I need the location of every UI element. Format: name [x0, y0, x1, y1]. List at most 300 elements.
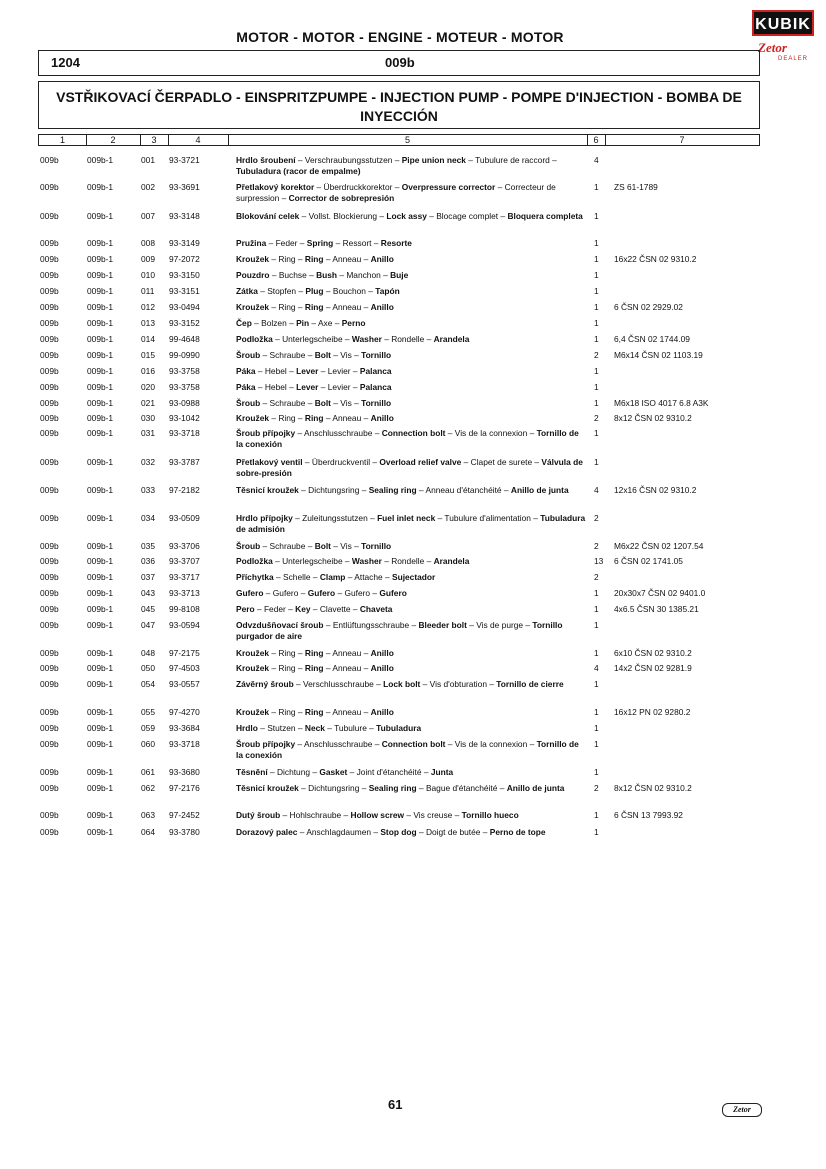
part-number-cell: 93-3684 [169, 723, 200, 733]
group-cell: 009b [40, 350, 59, 360]
description-en: Gasket [319, 767, 348, 777]
subgroup-cell: 009b-1 [87, 318, 114, 328]
quantity-cell: 1 [594, 366, 599, 376]
part-number-cell: 93-3780 [169, 827, 200, 837]
part-number-cell: 93-3151 [169, 286, 200, 296]
description-de: Feder [263, 604, 286, 614]
description-de: Schraube [269, 398, 306, 408]
description-cz: Šroub přípojky [236, 428, 296, 438]
page-number: 61 [388, 1097, 403, 1112]
description-fr: Attache [354, 572, 383, 582]
description-fr: Tubulure de raccord [475, 155, 550, 165]
description-es: Gufero [379, 588, 407, 598]
description-es: Tubuladura de admisión [236, 513, 586, 534]
group-cell: 009b [40, 810, 59, 820]
description-cz: Kroužek [236, 648, 270, 658]
description-cz: Šroub [236, 350, 261, 360]
description-es: Perno de tope [489, 827, 546, 837]
part-number-cell: 97-2176 [169, 783, 200, 793]
description-cz: Šroub [236, 541, 261, 551]
note-cell: 12x16 ČSN 02 9310.2 [614, 485, 697, 495]
description-cz: Šroub přípojky [236, 739, 296, 749]
description-cell: Šroub – Schraube – Bolt – Vis – Tornillo [236, 541, 392, 551]
note-cell: 6 ČSN 13 7993.92 [614, 810, 683, 820]
description-en: Bolt [314, 398, 331, 408]
subgroup-cell: 009b-1 [87, 620, 114, 630]
subgroup-cell: 009b-1 [87, 556, 114, 566]
part-number-cell: 93-3152 [169, 318, 200, 328]
description-en: Stop dog [380, 827, 417, 837]
position-cell: 032 [141, 457, 155, 467]
note-cell: M6x14 ČSN 02 1103.19 [614, 350, 703, 360]
description-cell: Páka – Hebel – Lever – Levier – Palanca [236, 366, 392, 376]
position-cell: 012 [141, 302, 155, 312]
description-en: Lever [296, 366, 319, 376]
position-cell: 016 [141, 366, 155, 376]
description-de: Stopfen [267, 286, 297, 296]
subgroup-cell: 009b-1 [87, 679, 114, 689]
part-number-cell: 97-2175 [169, 648, 200, 658]
column-header-5: 5 [228, 135, 588, 145]
quantity-cell: 1 [594, 334, 599, 344]
description-de: Anschlusschraube [303, 428, 373, 438]
description-de: Verschlusschraube [303, 679, 374, 689]
description-de: Schraube [269, 350, 306, 360]
description-en: Plug [305, 286, 324, 296]
position-cell: 034 [141, 513, 155, 523]
description-fr: Axe [317, 318, 333, 328]
part-number-cell: 93-0557 [169, 679, 200, 689]
description-cz: Pouzdro [236, 270, 270, 280]
quantity-cell: 1 [594, 588, 599, 598]
description-fr: Levier [327, 382, 351, 392]
quantity-cell: 4 [594, 663, 599, 673]
subgroup-cell: 009b-1 [87, 428, 114, 438]
description-cz: Kroužek [236, 663, 270, 673]
description-es: Tubuladura [376, 723, 422, 733]
position-cell: 064 [141, 827, 155, 837]
description-de: Anschlusschraube [303, 739, 373, 749]
description-es: Anillo [370, 648, 394, 658]
description-de: Ring [278, 413, 296, 423]
description-fr: Anneau [332, 648, 362, 658]
description-de: Feder [275, 238, 298, 248]
description-cell: Šroub – Schraube – Bolt – Vis – Tornillo [236, 398, 392, 408]
quantity-cell: 2 [594, 541, 599, 551]
description-fr: Levier [327, 366, 351, 376]
part-number-cell: 93-3787 [169, 457, 200, 467]
group-cell: 009b [40, 541, 59, 551]
group-cell: 009b [40, 513, 59, 523]
part-number-cell: 93-3149 [169, 238, 200, 248]
description-de: Verschraubungsstutzen [304, 155, 393, 165]
description-de: Ring [278, 663, 296, 673]
description-cz: Hrdlo šroubení [236, 155, 296, 165]
description-de: Überdruckventil [311, 457, 371, 467]
description-fr: Vis [340, 350, 352, 360]
subgroup-cell: 009b-1 [87, 513, 114, 523]
description-en: Ring [304, 648, 324, 658]
description-cz: Přetlakový ventil [236, 457, 303, 467]
description-fr: Rondelle [391, 556, 425, 566]
quantity-cell: 1 [594, 302, 599, 312]
description-de: Dichtungsring [308, 485, 360, 495]
description-fr: Vis de purge [476, 620, 524, 630]
description-cell: Páka – Hebel – Lever – Levier – Palanca [236, 382, 392, 392]
quantity-cell: 2 [594, 783, 599, 793]
description-cz: Pero [236, 604, 255, 614]
description-cz: Těsnění [236, 767, 268, 777]
description-es: Anillo [370, 663, 394, 673]
description-cell: Šroub přípojky – Anschlusschraube – Connection bolt – Vis de la connexion – Tornillo de la conexión [236, 428, 579, 449]
description-en: Bleeder bolt [418, 620, 467, 630]
description-de: Vollst. Blockierung [308, 211, 378, 221]
description-cell: Kroužek – Ring – Ring – Anneau – Anillo [236, 302, 394, 312]
group-cell: 009b [40, 398, 59, 408]
description-de: Dichtungsring [308, 783, 360, 793]
description-es: Tornillo de la conexión [236, 739, 579, 760]
description-cz: Těsnicí kroužek [236, 783, 299, 793]
description-cell: Kroužek – Ring – Ring – Anneau – Anillo [236, 707, 394, 717]
description-cz: Páka [236, 366, 256, 376]
description-fr: Clapet de surete [470, 457, 533, 467]
position-cell: 060 [141, 739, 155, 749]
group-cell: 009b [40, 366, 59, 376]
description-en: Overload relief valve [379, 457, 462, 467]
description-cell: Hrdlo přípojky – Zuleitungsstutzen – Fuel inlet neck – Tubulure d'alimentation – Tubuladura de admisión [236, 513, 586, 534]
description-cell: Přetlakový ventil – Überdruckventil – Overload relief valve – Clapet de surete – Válvula de sobre-presión [236, 457, 583, 478]
subgroup-cell: 009b-1 [87, 366, 114, 376]
subgroup-cell: 009b-1 [87, 663, 114, 673]
note-cell: ZS 61-1789 [614, 182, 658, 192]
description-es: Arandela [433, 334, 470, 344]
description-en: Gufero [307, 588, 336, 598]
description-cz: Příchytka [236, 572, 274, 582]
column-header-3: 3 [140, 135, 169, 145]
group-cell: 009b [40, 827, 59, 837]
group-cell: 009b [40, 211, 59, 221]
description-cell: Čep – Bolzen – Pin – Axe – Perno [236, 318, 366, 328]
description-de: Ring [278, 302, 296, 312]
description-fr: Tubulure [334, 723, 367, 733]
subgroup-cell: 009b-1 [87, 382, 114, 392]
position-cell: 048 [141, 648, 155, 658]
group-cell: 009b [40, 620, 59, 630]
subgroup-cell: 009b-1 [87, 286, 114, 296]
description-de: Ring [278, 707, 296, 717]
group-cell: 009b [40, 556, 59, 566]
position-cell: 009 [141, 254, 155, 264]
description-es: Tubuladura (racor de empalme) [236, 166, 361, 176]
description-cell: Těsnicí kroužek – Dichtungsring – Sealing ring – Anneau d'étanchéité – Anillo de junta [236, 485, 569, 495]
position-cell: 010 [141, 270, 155, 280]
note-cell: 6 ČSN 02 2929.02 [614, 302, 683, 312]
description-en: Lock bolt [383, 679, 421, 689]
description-fr: Manchon [346, 270, 381, 280]
description-cell: Hrdlo – Stutzen – Neck – Tubulure – Tubuladura [236, 723, 422, 733]
quantity-cell: 1 [594, 286, 599, 296]
description-es: Anillo [370, 302, 394, 312]
description-de: Ring [278, 648, 296, 658]
note-cell: 4x6.5 ČSN 30 1385.21 [614, 604, 699, 614]
part-number-cell: 97-2072 [169, 254, 200, 264]
group-cell: 009b [40, 318, 59, 328]
group-cell: 009b [40, 648, 59, 658]
note-cell: M6x18 ISO 4017 6.8 A3K [614, 398, 709, 408]
position-cell: 061 [141, 767, 155, 777]
description-fr: Vis [340, 398, 352, 408]
description-cell: Kroužek – Ring – Ring – Anneau – Anillo [236, 648, 394, 658]
part-number-cell: 93-3717 [169, 572, 200, 582]
description-fr: Bouchon [332, 286, 366, 296]
quantity-cell: 1 [594, 707, 599, 717]
description-en: Bush [316, 270, 337, 280]
description-es: Palanca [359, 382, 392, 392]
group-cell: 009b [40, 413, 59, 423]
description-de: Entlüftungsschraube [332, 620, 410, 630]
group-cell: 009b [40, 604, 59, 614]
position-cell: 008 [141, 238, 155, 248]
subgroup-cell: 009b-1 [87, 739, 114, 749]
position-cell: 014 [141, 334, 155, 344]
description-de: Gufero [272, 588, 299, 598]
column-header-2: 2 [86, 135, 141, 145]
description-en: Overpressure corrector [401, 182, 496, 192]
description-fr: Bague d'étanchéité [425, 783, 498, 793]
quantity-cell: 2 [594, 513, 599, 523]
quantity-cell: 1 [594, 211, 599, 221]
subgroup-cell: 009b-1 [87, 254, 114, 264]
description-cell: Kroužek – Ring – Ring – Anneau – Anillo [236, 413, 394, 423]
group-code: 009b [385, 55, 415, 70]
group-cell: 009b [40, 679, 59, 689]
subgroup-cell: 009b-1 [87, 783, 114, 793]
subgroup-cell: 009b-1 [87, 572, 114, 582]
quantity-cell: 1 [594, 238, 599, 248]
subgroup-cell: 009b-1 [87, 334, 114, 344]
description-fr: Anneau d'étanchéité [425, 485, 502, 495]
description-en: Pin [296, 318, 310, 328]
subgroup-cell: 009b-1 [87, 270, 114, 280]
position-cell: 062 [141, 783, 155, 793]
note-cell: 20x30x7 ČSN 02 9401.0 [614, 588, 706, 598]
part-number-cell: 93-0494 [169, 302, 200, 312]
part-number-cell: 93-0594 [169, 620, 200, 630]
description-en: Ring [304, 302, 324, 312]
description-de: Hebel [264, 382, 287, 392]
description-de: Hebel [264, 366, 287, 376]
subgroup-cell: 009b-1 [87, 413, 114, 423]
description-de: Ring [278, 254, 296, 264]
column-header-1: 1 [39, 135, 87, 145]
section-heading: VSTŘIKOVACÍ ČERPADLO - EINSPRITZPUMPE - INJECTION PUMP - POMPE D'INJECTION - BOMBA DE INYECCIÓN [38, 81, 760, 129]
quantity-cell: 1 [594, 648, 599, 658]
description-en: Fuel inlet neck [377, 513, 436, 523]
subgroup-cell: 009b-1 [87, 155, 114, 165]
subgroup-cell: 009b-1 [87, 588, 114, 598]
column-header-row [38, 134, 760, 146]
description-es: Buje [390, 270, 409, 280]
position-cell: 020 [141, 382, 155, 392]
description-fr: Vis de la connexion [454, 428, 528, 438]
description-de: Stutzen [267, 723, 296, 733]
position-cell: 055 [141, 707, 155, 717]
quantity-cell: 1 [594, 254, 599, 264]
part-number-cell: 93-3718 [169, 428, 200, 438]
description-es: Tornillo purgador de aire [236, 620, 563, 641]
description-fr: Tubulure d'alimentation [444, 513, 531, 523]
description-cz: Čep [236, 318, 252, 328]
description-es: Tornillo de la conexión [236, 428, 579, 449]
part-number-cell: 93-3721 [169, 155, 200, 165]
group-cell: 009b [40, 302, 59, 312]
group-cell: 009b [40, 783, 59, 793]
position-cell: 050 [141, 663, 155, 673]
part-number-cell: 93-3148 [169, 211, 200, 221]
description-cz: Blokování celek [236, 211, 300, 221]
zetor-logo-text: Zetor [758, 40, 787, 55]
description-fr: Vis de la connexion [454, 739, 528, 749]
description-es: Anillo [370, 413, 394, 423]
description-cell: Přetlakový korektor – Überdruckkorektor – Overpressure corrector – Correcteur de surpression – Corrector de sobrepresión [236, 182, 556, 203]
quantity-cell: 1 [594, 398, 599, 408]
column-header-4: 4 [168, 135, 229, 145]
quantity-cell: 1 [594, 620, 599, 630]
part-number-cell: 97-4503 [169, 663, 200, 673]
description-es: Bloquera completa [507, 211, 583, 221]
description-fr: Anneau [332, 413, 362, 423]
description-fr: Clavette [319, 604, 351, 614]
description-de: Buchse [278, 270, 307, 280]
description-de: Zuleitungsstutzen [302, 513, 368, 523]
description-cell: Šroub – Schraube – Bolt – Vis – Tornillo [236, 350, 392, 360]
subgroup-cell: 009b-1 [87, 238, 114, 248]
quantity-cell: 2 [594, 413, 599, 423]
group-cell: 009b [40, 572, 59, 582]
description-de: Hohlschraube [289, 810, 342, 820]
description-cell: Kroužek – Ring – Ring – Anneau – Anillo [236, 254, 394, 264]
description-cell: Těsnicí kroužek – Dichtungsring – Sealing ring – Bague d'étanchéité – Anillo de junta [236, 783, 565, 793]
position-cell: 002 [141, 182, 155, 192]
group-cell: 009b [40, 767, 59, 777]
description-en: Lock assy [386, 211, 427, 221]
position-cell: 045 [141, 604, 155, 614]
description-cell: Podložka – Unterlegscheibe – Washer – Rondelle – Arandela [236, 334, 470, 344]
quantity-cell: 2 [594, 350, 599, 360]
column-header-6: 6 [587, 135, 606, 145]
description-es: Tornillo hueco [461, 810, 519, 820]
subgroup-cell: 009b-1 [87, 723, 114, 733]
description-fr: Vis [340, 541, 352, 551]
quantity-cell: 1 [594, 182, 599, 192]
subgroup-cell: 009b-1 [87, 350, 114, 360]
description-es: Anillo [370, 254, 394, 264]
quantity-cell: 1 [594, 827, 599, 837]
description-cz: Pružina [236, 238, 267, 248]
position-cell: 035 [141, 541, 155, 551]
part-number-cell: 93-3680 [169, 767, 200, 777]
quantity-cell: 1 [594, 270, 599, 280]
group-cell: 009b [40, 707, 59, 717]
dealer-text: DEALER [778, 56, 809, 62]
note-cell: 6x10 ČSN 02 9310.2 [614, 648, 692, 658]
column-header-7: 7 [679, 135, 685, 145]
quantity-cell: 1 [594, 457, 599, 467]
group-cell: 009b [40, 155, 59, 165]
description-cz: Těsnicí kroužek [236, 485, 299, 495]
part-number-cell: 99-8108 [169, 604, 200, 614]
position-cell: 013 [141, 318, 155, 328]
position-cell: 036 [141, 556, 155, 566]
description-cell: Kroužek – Ring – Ring – Anneau – Anillo [236, 663, 394, 673]
description-de: Schraube [269, 541, 306, 551]
description-cell: Závěrný šroub – Verschlusschraube – Lock bolt – Vis d'obturation – Tornillo de cierre [236, 679, 564, 689]
description-fr: Vis creuse [413, 810, 453, 820]
group-cell: 009b [40, 334, 59, 344]
position-cell: 031 [141, 428, 155, 438]
description-cz: Hrdlo přípojky [236, 513, 293, 523]
description-cz: Páka [236, 382, 256, 392]
subgroup-cell: 009b-1 [87, 604, 114, 614]
description-fr: Anneau [332, 254, 362, 264]
description-en: Lever [296, 382, 319, 392]
description-es: Válvula de sobre-presión [236, 457, 583, 478]
subgroup-cell: 009b-1 [87, 827, 114, 837]
description-es: Tornillo [361, 541, 392, 551]
description-de: Unterlegscheibe [282, 556, 343, 566]
description-en: Sealing ring [368, 783, 417, 793]
description-cell: Šroub přípojky – Anschlusschraube – Connection bolt – Vis de la connexion – Tornillo de la conexión [236, 739, 579, 760]
description-cz: Podložka [236, 334, 273, 344]
kubik-logo: KUBIK [752, 10, 814, 36]
description-cz: Kroužek [236, 707, 270, 717]
quantity-cell: 1 [594, 604, 599, 614]
note-cell: M6x22 ČSN 02 1207.54 [614, 541, 704, 551]
position-cell: 047 [141, 620, 155, 630]
quantity-cell: 1 [594, 767, 599, 777]
description-es: Perno [341, 318, 366, 328]
note-cell: 16x22 ČSN 02 9310.2 [614, 254, 697, 264]
description-de: Bolzen [261, 318, 287, 328]
description-fr: Ressort [342, 238, 372, 248]
description-cz: Hrdlo [236, 723, 258, 733]
part-number-cell: 99-4648 [169, 334, 200, 344]
position-cell: 015 [141, 350, 155, 360]
description-en: Bolt [314, 350, 331, 360]
quantity-cell: 13 [594, 556, 604, 566]
quantity-cell: 1 [594, 739, 599, 749]
position-cell: 001 [141, 155, 155, 165]
description-cz: Závěrný šroub [236, 679, 294, 689]
part-number-cell: 93-3713 [169, 588, 200, 598]
description-cell: Dorazový palec – Anschlagdaumen – Stop dog – Doigt de butée – Perno de tope [236, 827, 546, 837]
description-en: Bolt [314, 541, 331, 551]
group-cell: 009b [40, 457, 59, 467]
description-fr: Blocage complet [436, 211, 499, 221]
description-fr: Gufero [344, 588, 371, 598]
part-number-cell: 97-2182 [169, 485, 200, 495]
group-cell: 009b [40, 254, 59, 264]
part-number-cell: 97-4270 [169, 707, 200, 717]
position-cell: 021 [141, 398, 155, 408]
description-fr: Rondelle [391, 334, 425, 344]
group-cell: 009b [40, 723, 59, 733]
description-es: Junta [430, 767, 454, 777]
description-es: Tornillo [361, 350, 392, 360]
description-cz: Šroub [236, 398, 261, 408]
description-cell: Hrdlo šroubení – Verschraubungsstutzen – Pipe union neck – Tubulure de raccord – Tubuladura (racor de empalme) [236, 155, 557, 176]
description-cz: Zátka [236, 286, 258, 296]
